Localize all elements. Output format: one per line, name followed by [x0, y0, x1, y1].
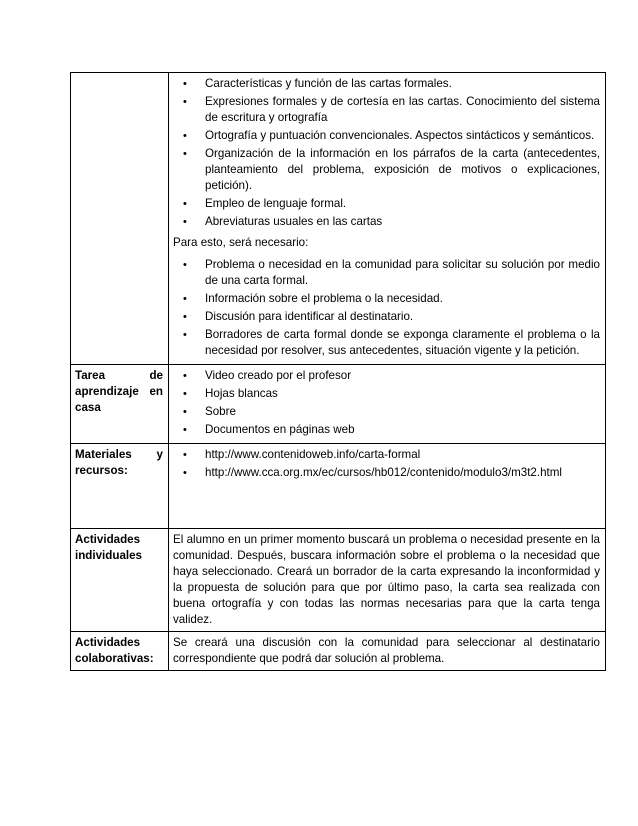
bullet-icon: •: [183, 370, 187, 382]
list-item: • Discusión para identificar al destinatario.: [183, 310, 414, 323]
bullet-icon: •: [183, 78, 187, 90]
individuales-text: El alumno en un primer momento buscará un problema o necesidad presente en la comunidad. Después, buscara información sobre el problema o la necesidad que haya seleccionado. Creará un borrador de la carta expresando la inconformidad y la propuesta de solución para que por último paso, la carta sea realizada con buena ortografía y con todas las normas necesarias para que la carta tenga validez.: [169, 529, 606, 632]
bullet-icon: •: [183, 449, 187, 461]
url-link[interactable]: http://www.contenidoweb.info/carta-formal: [205, 448, 421, 461]
contenidos-cell: [169, 73, 606, 365]
materiales-label: Materiales y recursos:: [71, 444, 169, 529]
bullet-icon: •: [183, 259, 187, 271]
bullet-icon: •: [183, 293, 187, 305]
tarea-cell: [169, 365, 606, 444]
list-item: • Video creado por el profesor: [183, 369, 352, 382]
bullet-icon: •: [183, 467, 187, 479]
bullet-icon: •: [183, 388, 187, 400]
lesson-plan-table: [70, 72, 606, 671]
bullet-icon: •: [183, 198, 187, 210]
requirements-list: [173, 257, 600, 359]
bullet-icon: •: [183, 311, 187, 323]
list-item: • Documentos en páginas web: [183, 423, 355, 436]
list-item: • Expresiones formales y de cortesía en las cartas. Conocimiento del sistema de escritura y ortografía: [183, 95, 600, 124]
intro-paragraph: Para esto, será necesario:: [173, 236, 309, 249]
list-item: • Ortografía y puntuación convencionales. Aspectos sintácticos y semánticos.: [183, 129, 595, 142]
bullet-icon: •: [183, 130, 187, 142]
list-item: • Características y función de las cartas formales.: [183, 77, 452, 90]
bullet-icon: •: [183, 329, 187, 341]
table-row-materiales: [71, 444, 606, 529]
table-row-individuales: [71, 529, 606, 632]
bullet-icon: •: [183, 148, 187, 160]
row-label-empty: [71, 73, 169, 365]
materiales-list: [173, 447, 600, 481]
url-link[interactable]: http://www.cca.org.mx/ec/cursos/hb012/contenido/modulo3/m3t2.html: [205, 466, 563, 479]
table-row-contenidos: [71, 73, 606, 365]
tarea-list: [173, 368, 600, 438]
bullet-icon: •: [183, 406, 187, 418]
list-item: • Borradores de carta formal donde se exponga claramente el problema o la necesidad por resolver, sus antecedentes, situación vigente y la petición.: [183, 328, 600, 357]
list-item: • Sobre: [183, 405, 236, 418]
table-row-tarea: [71, 365, 606, 444]
colaborativas-label: Actividades colaborativas:: [71, 632, 169, 671]
list-item: • Empleo de lenguaje formal.: [183, 197, 347, 210]
list-item: • Abreviaturas usuales en las cartas: [183, 215, 383, 228]
bullet-icon: •: [183, 96, 187, 108]
tarea-label: Tarea de aprendizaje en casa: [71, 365, 169, 444]
colaborativas-text: Se creará una discusión con la comunidad para seleccionar al destinatario correspondiente que podrá dar solución al problema.: [169, 632, 606, 671]
bullet-icon: •: [183, 216, 187, 228]
link-item[interactable]: [183, 447, 600, 463]
list-item: • Hojas blancas: [183, 387, 278, 400]
link-item[interactable]: [183, 465, 600, 481]
materiales-cell: [169, 444, 606, 529]
list-item: • Información sobre el problema o la necesidad.: [183, 292, 443, 305]
list-item: • Problema o necesidad en la comunidad para solicitar su solución por medio de una carta formal.: [183, 258, 600, 287]
bullet-icon: •: [183, 424, 187, 436]
table-row-colaborativas: [71, 632, 606, 671]
individuales-label: Actividades individuales: [71, 529, 169, 632]
contenidos-list: [173, 76, 600, 230]
list-item: • Organización de la información en los párrafos de la carta (antecedentes, planteamiento del problema, exposición de motivos o explicaciones, petición).: [183, 147, 600, 192]
